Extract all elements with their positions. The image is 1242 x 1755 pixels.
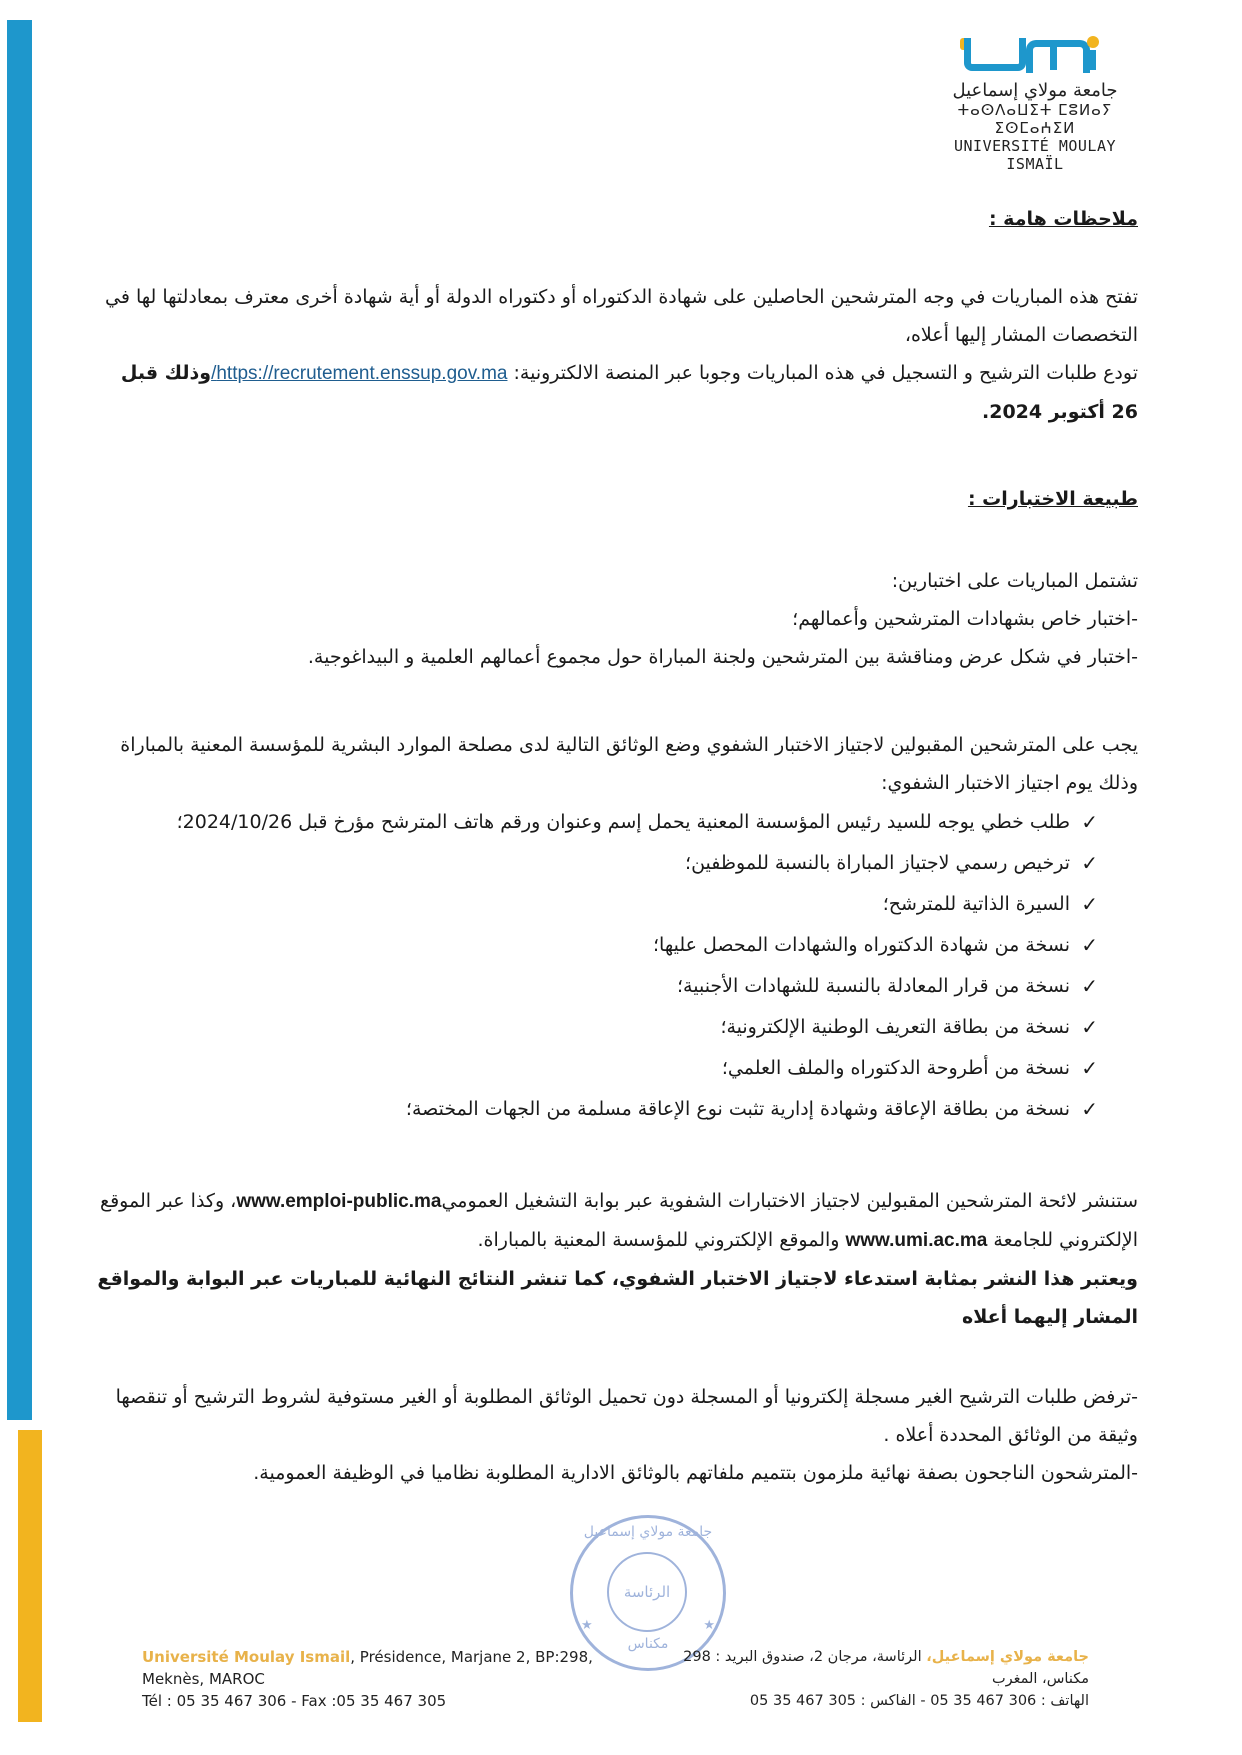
checkmark-icon: ✓ bbox=[1081, 1015, 1098, 1039]
document-item: ✓ نسخة من بطاقة الإعاقة وشهادة إدارية تثبت نوع الإعاقة مسلمة من الجهات المختصة؛ bbox=[92, 1089, 1098, 1130]
document-item: ✓ نسخة من بطاقة التعريف الوطنية الإلكترونية؛ bbox=[92, 1007, 1098, 1048]
checkmark-icon: ✓ bbox=[1081, 810, 1098, 834]
publication-paragraph: ستنشر لائحة المترشحين المقبولين لاجتياز الاختبارات الشفوية عبر بوابة التشغيل العموميwww.emploi-public.ma، وكذا عبر الموقع الإلكتروني للجامعة www.umi.ac.ma والموقع الإلكتروني للمؤسسة المعنية بالمباراة. bbox=[99, 1190, 1138, 1251]
tests-intro: تشتمل المباريات على اختبارين: bbox=[891, 570, 1138, 592]
stamp-center-text: الرئاسة bbox=[607, 1552, 687, 1632]
tests-section bbox=[92, 480, 1138, 518]
recruitment-platform-link[interactable]: https://recrutement.enssup.gov.ma/ bbox=[211, 363, 508, 384]
publication-section bbox=[92, 1182, 1138, 1336]
notes-heading: ملاحظات هامة : bbox=[988, 208, 1138, 230]
checkmark-icon: ✓ bbox=[1081, 892, 1098, 916]
registration-text: تودع طلبات الترشيح و التسجيل في هذه المباريات وجوبا عبر المنصة الالكترونية: bbox=[507, 362, 1138, 384]
document-item: ✓ نسخة من قرار المعادلة بالنسبة للشهادات الأجنبية؛ bbox=[92, 966, 1098, 1007]
test-item: -اختبار خاص بشهادات المترشحين وأعمالهم؛ bbox=[792, 608, 1138, 630]
stamp-bottom-text: مكناس bbox=[627, 1636, 669, 1652]
final-note: -المترشحون الناجحون بصفة نهائية ملزمون بتتميم ملفاتهم بالوثائق الادارية المطلوبة نظاميا في الوظيفة العمومية. bbox=[253, 1462, 1138, 1484]
stamp-ring-text: جامعة مولاي إسماعيل bbox=[583, 1524, 713, 1540]
logo-tifinagh-name: ⵜⴰⵙⴷⴰⵡⵉⵜ ⵎⵓⵍⴰⵢ ⵉⵙⵎⴰⵄⵉⵍ bbox=[957, 101, 1113, 137]
footer-address-ar: الرئاسة، مرجان 2، صندوق البريد : 298 bbox=[683, 1649, 927, 1665]
checkmark-icon: ✓ bbox=[1081, 851, 1098, 875]
document-item: ✓ نسخة من شهادة الدكتوراه والشهادات المحصل عليها؛ bbox=[92, 925, 1098, 966]
registration-paragraph bbox=[92, 354, 1138, 431]
umi-website-link[interactable]: www.umi.ac.ma bbox=[845, 1230, 988, 1251]
star-icon: ★ bbox=[703, 1618, 715, 1633]
footer-city-ar: مكناس، المغرب bbox=[991, 1671, 1089, 1687]
footer-contact-fr: Tél : 05 35 467 306 - Fax :05 35 467 305 bbox=[142, 1692, 447, 1710]
document-item: ✓ نسخة من أطروحة الدكتوراه والملف العلمي؛ bbox=[92, 1048, 1098, 1089]
document-item: ✓ ترخيص رسمي لاجتياز المباراة بالنسبة للموظفين؛ bbox=[92, 843, 1098, 884]
documents-section bbox=[92, 726, 1138, 1130]
brand-border-yellow bbox=[18, 1430, 42, 1722]
star-icon: ★ bbox=[581, 1618, 593, 1633]
checkmark-icon: ✓ bbox=[1081, 1056, 1098, 1080]
checkmark-icon: ✓ bbox=[1081, 974, 1098, 998]
documents-intro: يجب على المترشحين المقبولين لاجتياز الاختبار الشفوي وضع الوثائق التالية لدى مصلحة الموارد البشرية للمؤسسة المعنية بالمباراة وذلك يوم اجتياز الاختبار الشفوي: bbox=[120, 734, 1138, 794]
tests-body bbox=[92, 562, 1138, 676]
logo-french-name: UNIVERSITÉ MOULAY ISMAÏL bbox=[953, 137, 1117, 173]
footer-brand-ar: جامعة مولاي إسماعيل، bbox=[926, 1649, 1089, 1665]
checkmark-icon: ✓ bbox=[1081, 933, 1098, 957]
umi-logo-icon bbox=[960, 36, 1110, 74]
documents-checklist bbox=[92, 802, 1138, 1130]
final-notes-section bbox=[92, 1378, 1138, 1492]
document-item: ✓ طلب خطي يوجه للسيد رئيس المؤسسة المعنية يحمل إسم وعنوان ورقم هاتف المترشح مؤرخ قبل 2024/10/26؛ bbox=[92, 802, 1098, 843]
footer-french bbox=[142, 1646, 593, 1712]
logo-arabic-name: جامعة مولاي إسماعيل bbox=[952, 80, 1118, 101]
footer-city-fr: Meknès, MAROC bbox=[142, 1670, 265, 1688]
document-item: ✓ السيرة الذاتية للمترشح؛ bbox=[92, 884, 1098, 925]
footer-contact-ar: الهاتف : 306 467 35 05 - الفاكس : 305 467 35 05 bbox=[749, 1693, 1089, 1709]
test-item: -اختبار في شكل عرض ومناقشة بين المترشحين ولجنة المباراة حول مجموع أعمالهم العلمية و البيداغوجية. bbox=[307, 646, 1138, 668]
publication-notice: ويعتبر هذا النشر بمثابة استدعاء لاجتياز الاختبار الشفوي، كما تنشر النتائج النهائية للمباريات عبر البوابة والمواقع المشار إليهما أعلاه bbox=[97, 1268, 1138, 1328]
emploi-public-link[interactable]: www.emploi-public.ma bbox=[236, 1191, 442, 1212]
eligibility-paragraph: تفتح هذه المباريات في وجه المترشحين الحاصلين على شهادة الدكتوراه أو دكتوراه الدولة أو أية شهادة أخرى معترف بمعادلتها لها في التخصصات المشار إليها أعلاه، bbox=[104, 286, 1138, 346]
tests-heading: طبيعة الاختبارات : bbox=[967, 488, 1138, 510]
footer-arabic bbox=[683, 1646, 1089, 1712]
brand-border-blue bbox=[7, 20, 32, 1420]
final-note: -ترفض طلبات الترشيح الغير مسجلة إلكترونيا أو المسجلة دون تحميل الوثائق المطلوبة أو الغير مستوفية لشروط الترشيح أو تنقصها وثيقة من الوثائق المحددة أعلاه . bbox=[115, 1386, 1138, 1446]
notes-section bbox=[92, 200, 1138, 238]
checkmark-icon: ✓ bbox=[1081, 1097, 1098, 1121]
footer-address-fr: , Présidence, Marjane 2, BP:298, bbox=[350, 1648, 593, 1666]
footer-brand-fr: Université Moulay Ismail bbox=[142, 1648, 351, 1666]
deadline-text: وذلك قبل 26 أكتوبر 2024. bbox=[120, 362, 1138, 423]
notes-body bbox=[92, 278, 1138, 431]
university-logo bbox=[930, 36, 1140, 173]
